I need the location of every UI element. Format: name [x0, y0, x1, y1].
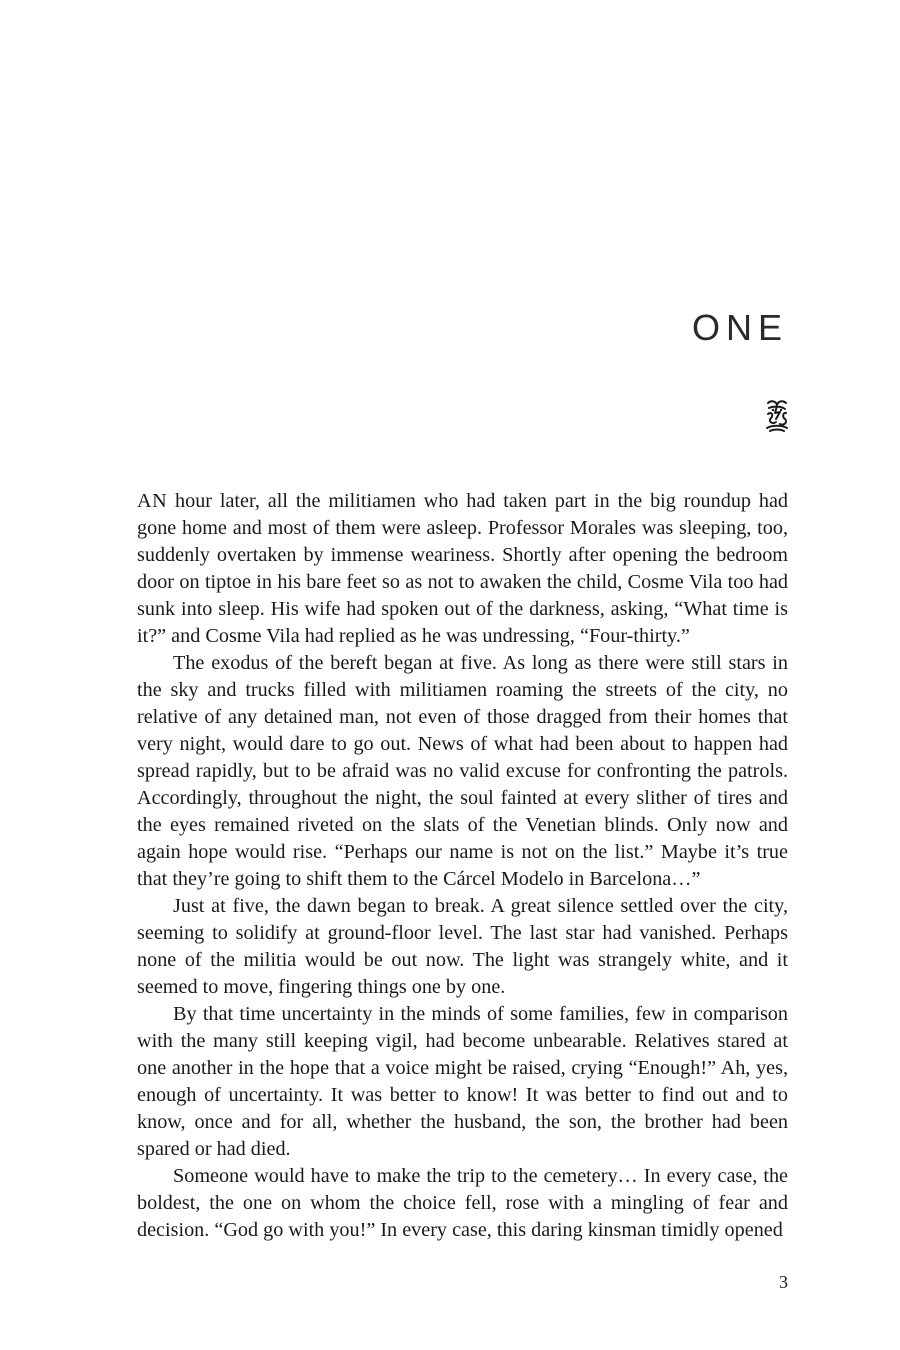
paragraph-3: Just at five, the dawn began to break. A great silence settled over the city, seeming to solidify at ground-floor level. The last star had vanished. Perhaps none of the militia would be out now. The light was strangely white, and it seemed to move, fingering things one by one. [137, 895, 788, 998]
chapter-body [137, 488, 788, 1244]
chapter-title: ONE [691, 307, 788, 348]
paragraph-4: By that time uncertainty in the minds of some families, few in comparison with the many still keeping vigil, had become unbearable. Relatives stared at one another in the hope that a voice might be raised, crying “Enough!” Ah, yes, enough of uncertainty. It was better to know! It was better to find out and to know, once and for all, whether the husband, the son, the brother had been spared or had died. [137, 1003, 788, 1160]
paragraph-2: The exodus of the bereft began at five. As long as there were still stars in the sky and trucks filled with militiamen roaming the streets of the city, no relative of any detained man, not even of those dragged from their homes that very night, would dare to go out. News of what had been about to happen had spread rapidly, but to be afraid was no valid excuse for confronting the patrols. Accordingly, throughout the night, the soul fainted at every slither of tires and the eyes remained riveted on the slats of the Venetian blinds. Only now and again hope would rise. “Perhaps our name is not on the list.” Maybe it’s true that they’re going to shift them to the Cárcel Modelo in Barcelona…” [137, 652, 788, 890]
dragon-ornament-icon [764, 398, 790, 432]
paragraph-5: Someone would have to make the trip to the cemetery… In every case, the boldest, the one on whom the choice fell, rose with a mingling of fear and decision. “God go with you!” In every case, this daring kinsman timidly opened [137, 1165, 788, 1241]
paragraph-1 [137, 488, 788, 650]
page-number: 3 [779, 1272, 788, 1292]
paragraph-1-text: hour later, all the militiamen who had taken part in the big roundup had gone home and most of them were asleep. Professor Morales was sleeping, too, suddenly overtaken by immense weariness. Shortly after opening the bedroom door on tiptoe in his bare feet so as not to awaken the child, Cosme Vila too had sunk into sleep. His wife had spoken out of the darkness, asking, “What time is it?” and Cosme Vila had replied as he was undressing, “Four-thirty.” [137, 490, 788, 647]
paragraph-lead-in: AN [137, 490, 168, 512]
